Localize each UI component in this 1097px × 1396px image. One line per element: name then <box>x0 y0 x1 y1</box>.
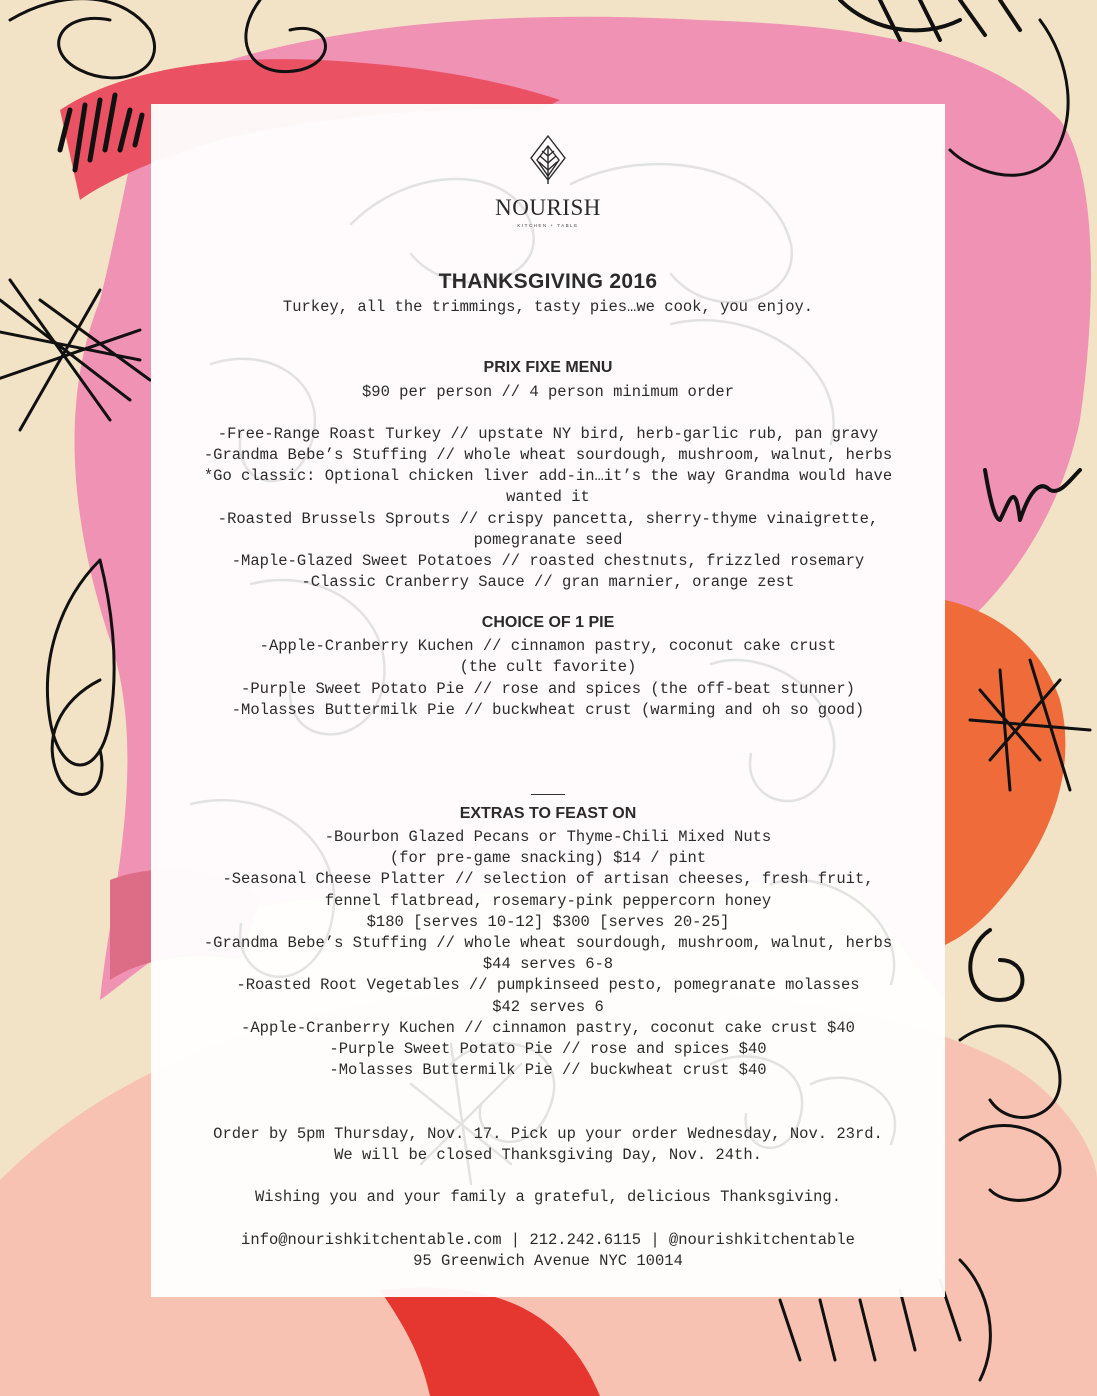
order-info-line: Order by 5pm Thursday, Nov. 17. Pick up your order Wednesday, Nov. 23rd. <box>213 1125 883 1143</box>
extras-line: fennel flatbread, rosemary-pink peppercorn honey <box>324 892 772 910</box>
extras-line: -Bourbon Glazed Pecans or Thyme-Chili Mixed Nuts <box>324 828 772 846</box>
address: 95 Greenwich Avenue NYC 10014 <box>413 1252 683 1270</box>
logo <box>151 134 945 228</box>
section-divider <box>531 794 565 795</box>
menu-card <box>151 104 945 1297</box>
prix-fixe-price: $90 per person // 4 person minimum order <box>361 383 735 401</box>
extras-line: -Molasses Buttermilk Pie // buckwheat crust $40 <box>329 1061 767 1079</box>
menu-line: *Go classic: Optional chicken liver add-in…it’s the way Grandma would have <box>203 467 893 485</box>
extras-line: -Seasonal Cheese Platter // selection of artisan cheeses, fresh fruit, <box>222 870 874 888</box>
extras-line: -Purple Sweet Potato Pie // rose and spices $40 <box>329 1040 767 1058</box>
extras-line: -Grandma Bebe’s Stuffing // whole wheat sourdough, mushroom, walnut, herbs <box>203 934 893 952</box>
brand-tagline: KITCHEN + TABLE <box>517 223 579 228</box>
page-title: THANKSGIVING 2016 <box>438 270 658 293</box>
contact-info: info@nourishkitchentable.com | 212.242.6115 | @nourishkitchentable <box>241 1231 855 1249</box>
extras-line: -Roasted Root Vegetables // pumpkinseed pesto, pomegranate molasses <box>236 976 860 994</box>
menu-line: wanted it <box>506 488 590 506</box>
pie-line: -Purple Sweet Potato Pie // rose and spices (the off-beat stunner) <box>241 680 855 698</box>
pie-line: (the cult favorite) <box>459 658 637 676</box>
pie-line: -Molasses Buttermilk Pie // buckwheat crust (warming and oh so good) <box>231 701 865 719</box>
menu-line: -Free-Range Roast Turkey // upstate NY bird, herb-garlic rub, pan gravy <box>217 425 879 443</box>
brand-name: NOURISH <box>495 195 601 220</box>
menu-line: -Classic Cranberry Sauce // gran marnier, orange zest <box>301 573 795 591</box>
menu-line: -Grandma Bebe’s Stuffing // whole wheat sourdough, mushroom, walnut, herbs <box>203 446 893 464</box>
leaf-diamond-icon <box>529 134 567 186</box>
extras-line: $180 [serves 10-12] $300 [serves 20-25] <box>366 913 730 931</box>
page-subtitle: Turkey, all the trimmings, tasty pies…we cook, you enjoy. <box>282 298 814 316</box>
closing-wishes: Wishing you and your family a grateful, delicious Thanksgiving. <box>255 1188 841 1206</box>
menu-line: pomegranate seed <box>473 531 623 549</box>
extras-line: -Apple-Cranberry Kuchen // cinnamon pastry, coconut cake crust $40 <box>241 1019 855 1037</box>
extras-line: $42 serves 6 <box>492 998 604 1016</box>
menu-line: -Maple-Glazed Sweet Potatoes // roasted chestnuts, frizzled rosemary <box>231 552 865 570</box>
extras-heading: EXTRAS TO FEAST ON <box>459 805 637 822</box>
pie-line: -Apple-Cranberry Kuchen // cinnamon pastry, coconut cake crust <box>259 637 837 655</box>
pie-heading: CHOICE OF 1 PIE <box>481 614 615 631</box>
menu-line: -Roasted Brussels Sprouts // crispy pancetta, sherry-thyme vinaigrette, <box>217 510 879 528</box>
order-info-line: We will be closed Thanksgiving Day, Nov. 24th. <box>334 1146 762 1164</box>
prix-fixe-heading: PRIX FIXE MENU <box>483 359 613 376</box>
extras-line: (for pre-game snacking) $14 / pint <box>389 849 707 867</box>
extras-line: $44 serves 6-8 <box>482 955 614 973</box>
